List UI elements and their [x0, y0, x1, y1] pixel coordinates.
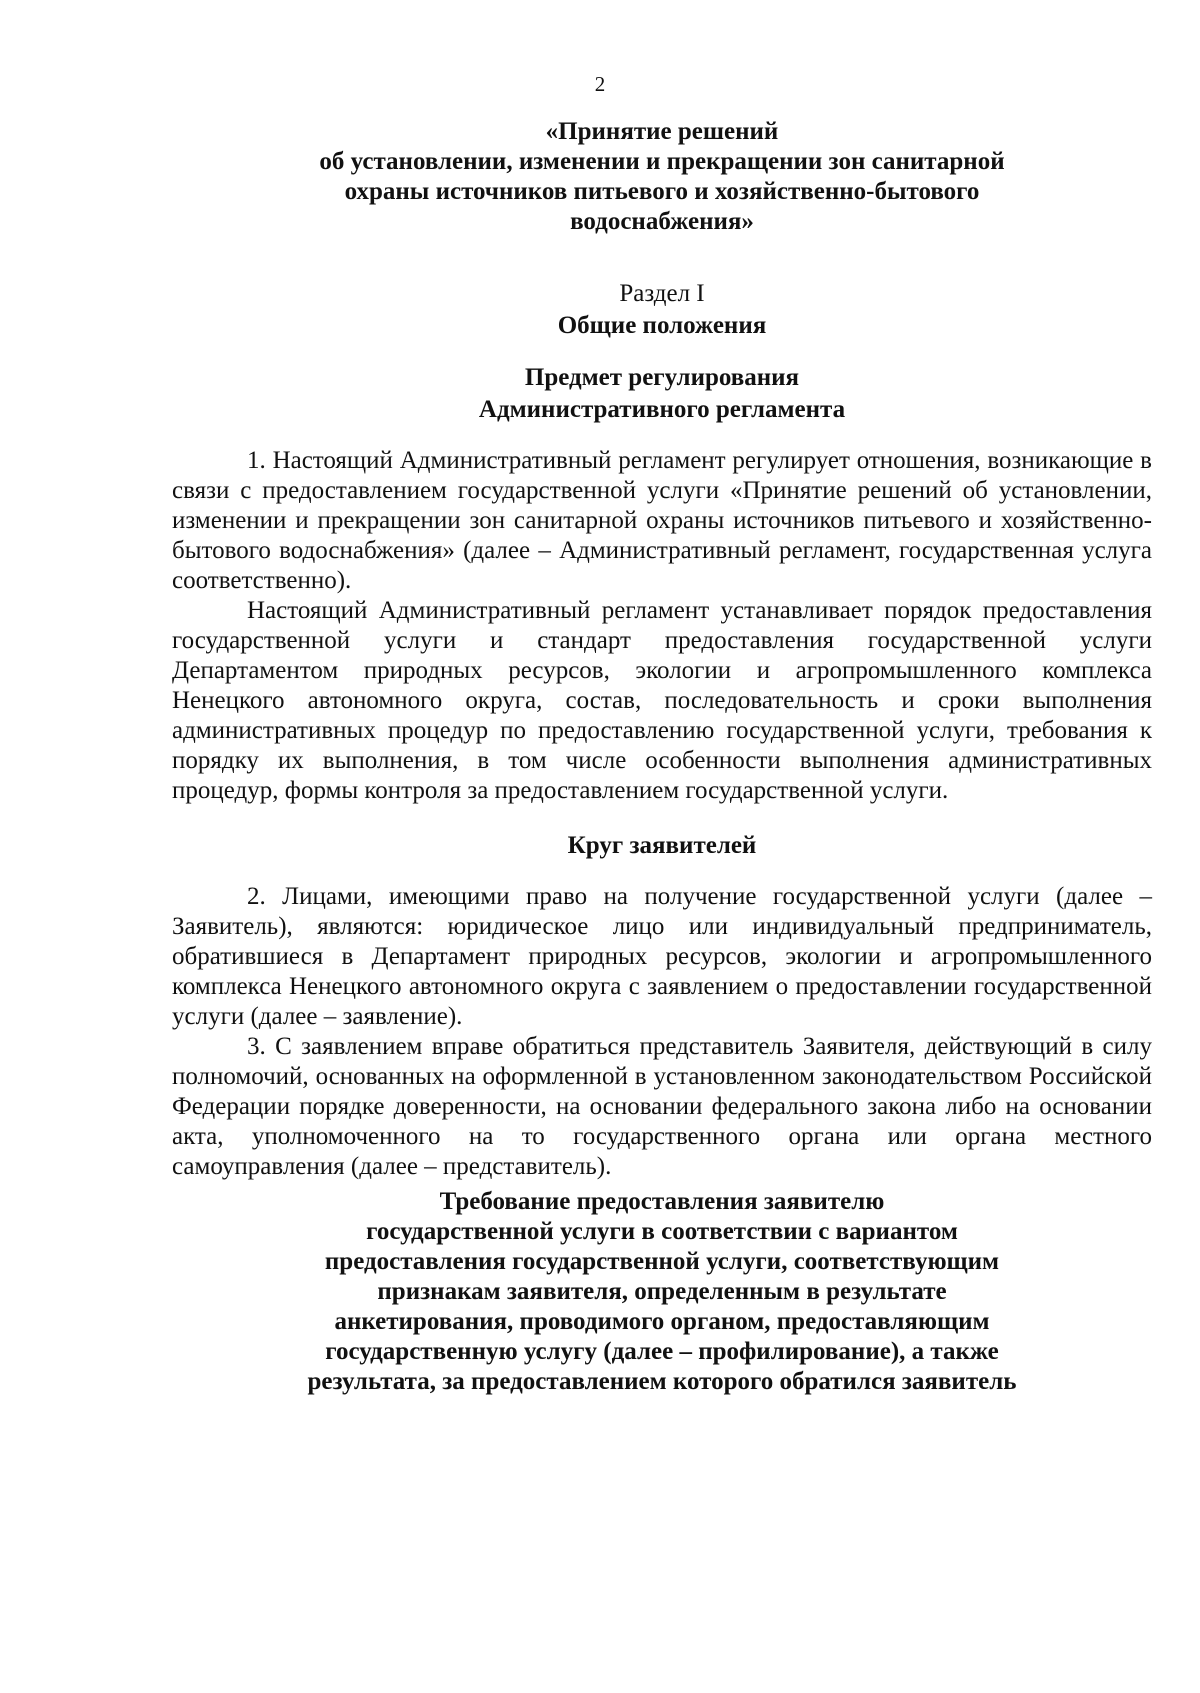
requirement-heading-line: государственную услугу (далее – профилирование), а также: [325, 1338, 999, 1365]
requirement-heading-line: анкетирования, проводимого органом, предоставляющим: [334, 1308, 990, 1335]
requirement-heading-line: государственной услуги в соответствии с вариантом: [366, 1218, 958, 1245]
subject-heading: [172, 362, 1152, 426]
applicants-heading: Круг заявителей: [567, 832, 757, 859]
paragraph-1: 1. Настоящий Административный регламент регулирует отношения, возникающие в связи с предоставлением государственной услуги «Принятие решений об установлении, изменении и прекращении зон санитарной охраны источников питьевого и хозяйственно-бытового водоснабжения» (далее – Административный регламент, государственная услуга соответственно).: [172, 447, 1152, 594]
section-label: Раздел I: [619, 280, 705, 307]
requirement-heading-line: результата, за предоставлением которого обратился заявитель: [307, 1368, 1017, 1395]
title-line: водоснабжения»: [570, 208, 754, 235]
section-heading: [172, 278, 1152, 342]
title-line: об установлении, изменении и прекращении зон санитарной: [319, 148, 1005, 175]
requirement-heading-line: признакам заявителя, определенным в результате: [377, 1278, 947, 1305]
applicants-heading-block: [172, 830, 1152, 862]
document-title: [172, 117, 1152, 237]
requirement-heading-line: Требование предоставления заявителю: [439, 1188, 885, 1215]
subject-heading-line: Административного регламента: [478, 396, 846, 423]
title-line: охраны источников питьевого и хозяйственно-бытового: [344, 178, 980, 205]
applicants-paragraphs: [172, 882, 1152, 1182]
requirement-heading: [172, 1187, 1152, 1397]
requirement-heading-line: предоставления государственной услуги, соответствующим: [324, 1248, 1000, 1275]
subject-paragraphs: [172, 446, 1152, 806]
section-name: Общие положения: [557, 312, 767, 339]
paragraph-2: 2. Лицами, имеющими право на получение государственной услуги (далее – Заявитель), являются: юридическое лицо или индивидуальный предприниматель, обратившиеся в Департамент природных ресурсов, экологии и агропромышленного комплекса Ненецкого автономного округа с заявлением о предоставлении государственной услуги (далее – заявление).: [172, 883, 1152, 1030]
paragraph-1-cont: Настоящий Административный регламент устанавливает порядок предоставления государственной услуги и стандарт предоставления государственной услуги Департаментом природных ресурсов, экологии и агропромышленного комплекса Ненецкого автономного округа, состав, последовательность и сроки выполнения административных процедур по предоставлению государственной услуги, требования к порядку их выполнения, в том числе особенности выполнения административных процедур, формы контроля за предоставлением государственной услуги.: [172, 597, 1152, 804]
subject-heading-line: Предмет регулирования: [524, 364, 800, 391]
title-line: «Принятие решений: [545, 118, 779, 145]
page-number: 2: [594, 72, 606, 96]
paragraph-3: 3. С заявлением вправе обратиться представитель Заявителя, действующий в силу полномочий, основанных на оформленной в установленном законодательством Российской Федерации порядке доверенности, на основании федерального закона либо на основании акта, уполномоченного на то государственного органа или органа местного самоуправления (далее – представитель).: [172, 1033, 1152, 1180]
